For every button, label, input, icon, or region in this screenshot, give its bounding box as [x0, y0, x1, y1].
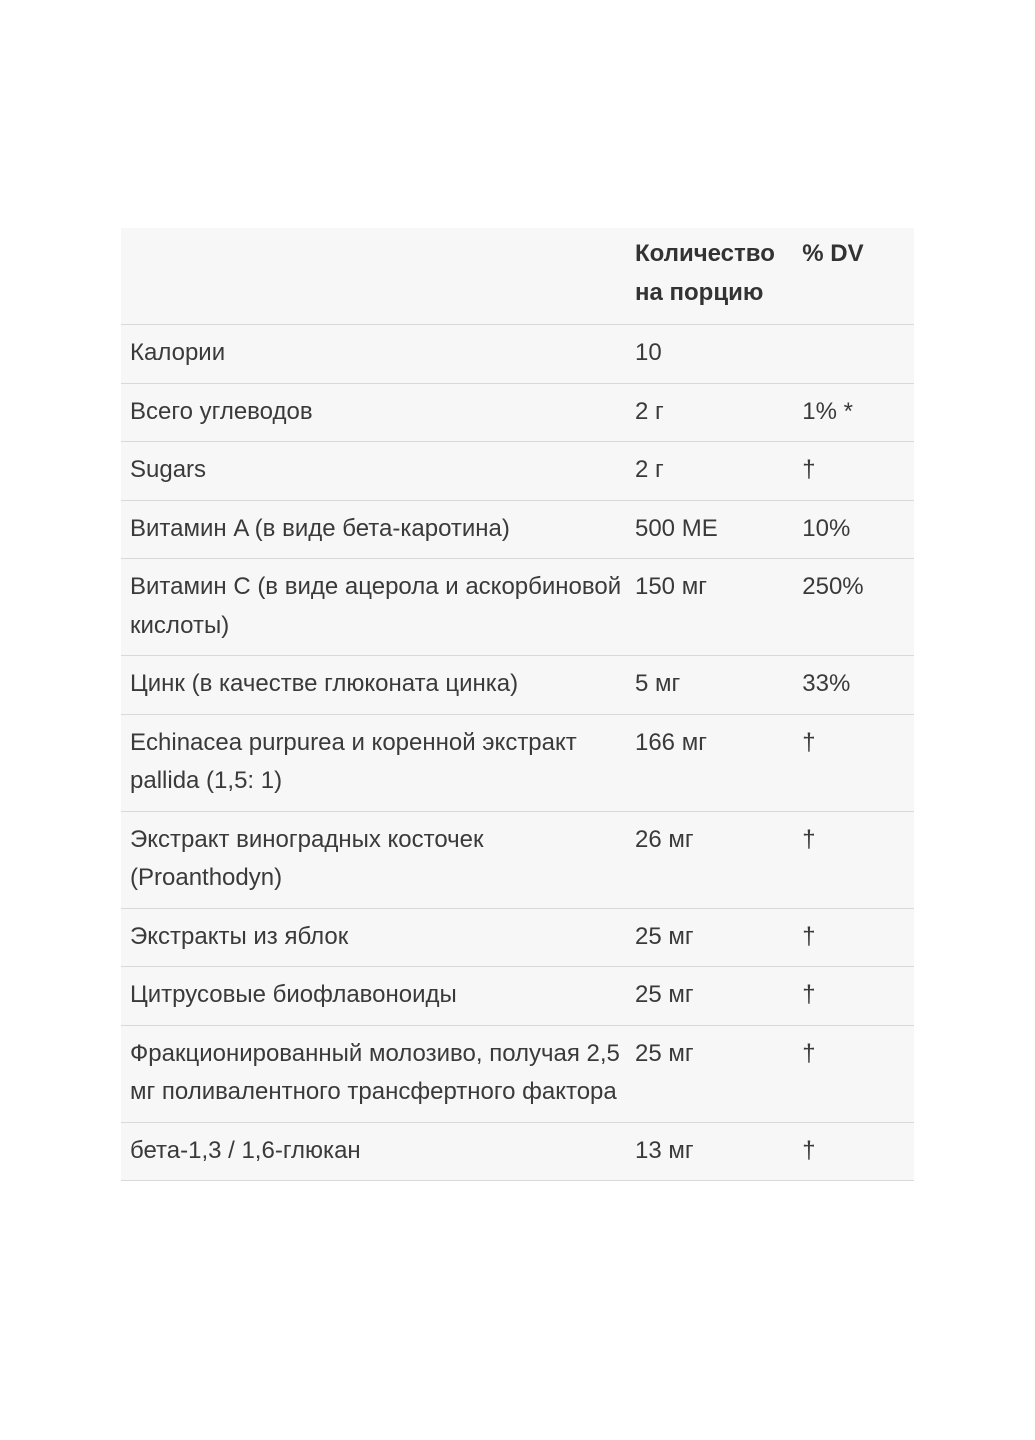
header-dv: % DV: [802, 228, 914, 325]
nutrient-dv: 33%: [802, 656, 914, 715]
nutrient-dv: 1% *: [802, 383, 914, 442]
table-row: [121, 908, 914, 967]
nutrient-name: Цинк (в качестве глюконата цинка): [121, 656, 635, 715]
nutrient-dv: 10%: [802, 500, 914, 559]
table-row: [121, 967, 914, 1026]
nutrient-name: Экстракт виноградных косточек (Proanthodyn): [121, 811, 635, 908]
nutrient-amount: 150 мг: [635, 559, 802, 656]
nutrient-dv: [802, 325, 914, 384]
nutrient-name: Фракционированный молозиво, получая 2,5 мг поливалентного трансфертного фактора: [121, 1025, 635, 1122]
nutrient-amount: 2 г: [635, 442, 802, 501]
header-amount: Количество на порцию: [635, 228, 802, 325]
nutrient-amount: 5 мг: [635, 656, 802, 715]
nutrient-amount: 26 мг: [635, 811, 802, 908]
nutrient-amount: 25 мг: [635, 908, 802, 967]
table-row: [121, 1025, 914, 1122]
nutrient-dv: 250%: [802, 559, 914, 656]
nutrient-dv: †: [802, 1122, 914, 1181]
nutrient-amount: 166 мг: [635, 714, 802, 811]
table-row: [121, 656, 914, 715]
nutrient-dv: †: [802, 967, 914, 1026]
nutrient-name: Цитрусовые биофлавоноиды: [121, 967, 635, 1026]
nutrient-dv: †: [802, 442, 914, 501]
header-row: [121, 228, 914, 325]
nutrient-dv: †: [802, 1025, 914, 1122]
table-row: [121, 325, 914, 384]
nutrient-amount: 500 МЕ: [635, 500, 802, 559]
table-row: [121, 1122, 914, 1181]
table-row: [121, 383, 914, 442]
nutrient-dv: †: [802, 811, 914, 908]
nutrient-name: Калории: [121, 325, 635, 384]
table-body: [121, 325, 914, 1181]
nutrient-amount: 10: [635, 325, 802, 384]
nutrient-name: Sugars: [121, 442, 635, 501]
nutrition-facts-table: [121, 228, 914, 1181]
nutrient-amount: 25 мг: [635, 1025, 802, 1122]
table-header: [121, 228, 914, 325]
nutrient-dv: †: [802, 908, 914, 967]
nutrient-name: Витамин A (в виде бета-каротина): [121, 500, 635, 559]
nutrient-name: Витамин C (в виде ацерола и аскорбиновой кислоты): [121, 559, 635, 656]
table-row: [121, 500, 914, 559]
nutrient-amount: 13 мг: [635, 1122, 802, 1181]
header-name: [121, 228, 635, 325]
nutrient-dv: †: [802, 714, 914, 811]
nutrient-amount: 25 мг: [635, 967, 802, 1026]
table-row: [121, 811, 914, 908]
nutrient-name: Всего углеводов: [121, 383, 635, 442]
table-row: [121, 714, 914, 811]
nutrient-name: Echinacea purpurea и коренной экстракт pallida (1,5: 1): [121, 714, 635, 811]
table-row: [121, 559, 914, 656]
nutrient-amount: 2 г: [635, 383, 802, 442]
table-row: [121, 442, 914, 501]
nutrient-name: бета-1,3 / 1,6-глюкан: [121, 1122, 635, 1181]
nutrient-name: Экстракты из яблок: [121, 908, 635, 967]
